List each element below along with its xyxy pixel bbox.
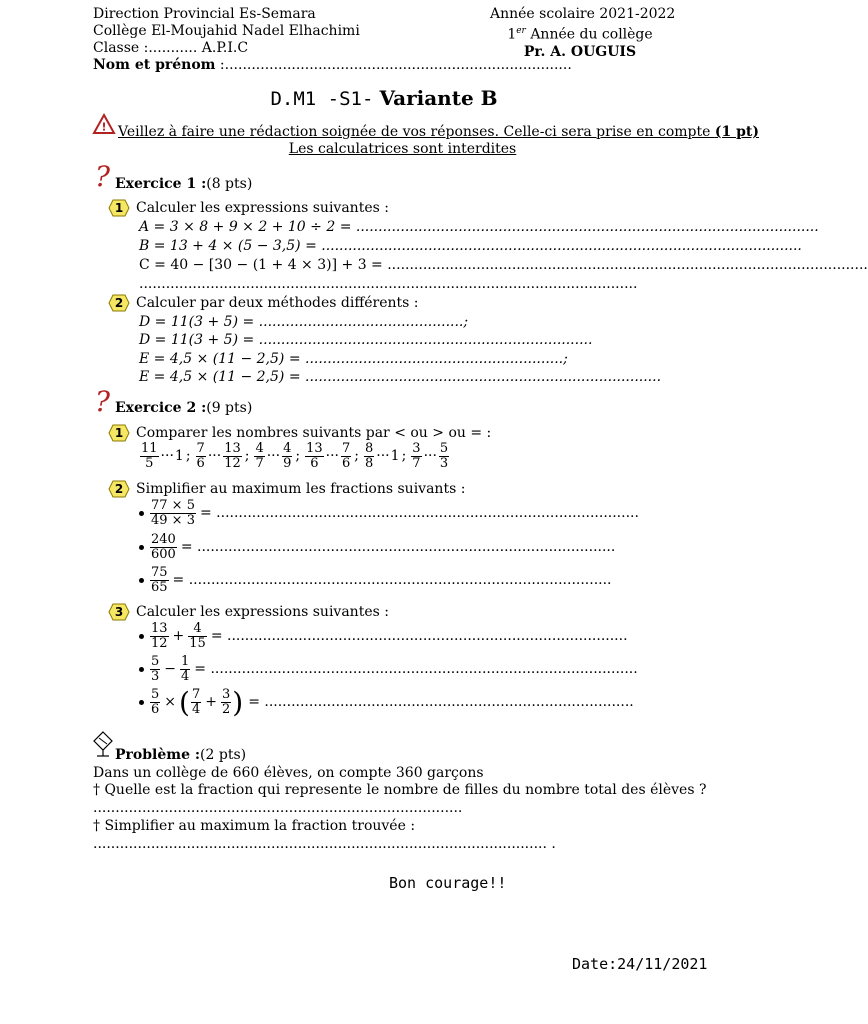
separator: ; — [295, 448, 301, 464]
ex1-line-d2: D = 11(3 + 5) = ........................................................................... — [139, 332, 593, 348]
name-label: Nom et prénom — [93, 57, 216, 73]
right-fraction: $\frac{4}{9}$ — [283, 441, 292, 471]
bullet — [139, 545, 144, 550]
comparison-item — [195, 442, 250, 471]
comparison-dots: ··· — [160, 448, 174, 464]
right-number: 1 — [174, 448, 184, 464]
problem-line5: ...................................................................................................... . — [93, 836, 556, 852]
ex1-line-c: C = 40 − [30 − (1 + 4 × 3)] + 3 = ............................................................................................................ — [139, 257, 868, 273]
bullet — [139, 511, 144, 516]
fraction: $\frac{77 \times 5}{49 \times 3}$ — [151, 498, 195, 528]
bullet — [139, 700, 144, 705]
hexagon-number-icon: 3 — [108, 603, 130, 621]
problem-line2: † Quelle est la fraction qui represente le nombre de filles du nombre total des élèves ? — [93, 782, 707, 798]
ex1-q1: 1 Calculer les expressions suivantes : — [108, 199, 389, 217]
question-mark-icon: ? — [95, 385, 111, 418]
title-code: D.M1 -S1- — [270, 88, 374, 110]
problem-title: Problème :(2 pts) — [115, 747, 247, 763]
comparison-dots: ··· — [207, 448, 222, 464]
ex2-q2: 2 Simplifier au maximum les fractions suivants : — [108, 480, 465, 498]
comparison-item — [139, 442, 191, 471]
problem-line1: Dans un collège de 660 élèves, on compte 360 garçons — [93, 765, 484, 781]
ex1-line-a: A = 3 × 8 + 9 × 2 + 10 ÷ 2 = ........................................................................................................ — [139, 219, 819, 235]
fraction: $\frac{5}{6}$ — [151, 687, 160, 717]
problem-line4: † Simplifier au maximum la fraction trouvée : — [93, 818, 416, 834]
right-fraction: $\frac{5}{3}$ — [439, 441, 449, 471]
good-luck: Bon courage!! — [389, 874, 507, 892]
comparison-item — [304, 442, 359, 471]
hexagon-number-icon: 1 — [108, 424, 130, 442]
bullet — [139, 667, 144, 672]
hexagon-number-icon: 1 — [108, 199, 130, 217]
header-direction: Direction Provincial Es-Semara — [93, 6, 316, 22]
left-fraction: $\frac{4}{7}$ — [255, 441, 264, 471]
fraction: $\frac{13}{12}$ — [151, 621, 168, 651]
date: Date:24/11/2021 — [572, 955, 708, 973]
simplify-item: $\frac{75}{65}$ = ............................................................................................... — [139, 566, 612, 595]
fraction: $\frac{240}{600}$ — [151, 532, 176, 562]
ex1-line-d1: D = 11(3 + 5) = ..............................................; — [139, 314, 469, 330]
school-year: Année scolaire 2021-2022 — [490, 6, 676, 22]
header-right — [490, 6, 676, 61]
calc-item: $\frac{5}{3}$ − $\frac{1}{4}$ = ................................................................................................ — [139, 655, 638, 684]
simplify-item: $\frac{77 \times 5}{49 \times 3}$ = ............................................................................................... — [139, 499, 639, 528]
separator: ; — [244, 448, 250, 464]
simplify-item: $\frac{240}{600}$ = .............................................................................................. — [139, 533, 615, 562]
calc-item: $\frac{5}{6}$ × ( $\frac{7}{4}$ + $\frac{3}{2}$ ) = ................................................................................... — [139, 688, 634, 717]
question-mark-icon: ? — [95, 160, 111, 193]
comparison-dots: ··· — [266, 448, 281, 464]
ex1-q2: 2 Calculer par deux méthodes différents : — [108, 294, 419, 312]
svg-text:!: ! — [101, 120, 107, 134]
separator: ; — [354, 448, 359, 464]
comparison-dots: ··· — [376, 448, 390, 464]
header-college: Collège El-Moujahid Nadel Elhachimi — [93, 23, 360, 39]
left-fraction: $\frac{11}{5}$ — [141, 441, 158, 471]
bullet — [139, 578, 144, 583]
ex2-q1: 1 Comparer les nombres suivants par < ou > ou = : — [108, 424, 491, 442]
separator: ; — [401, 448, 407, 464]
fraction: $\frac{7}{4}$ — [191, 687, 201, 717]
left-fraction: $\frac{3}{7}$ — [412, 441, 421, 471]
ex2-q3: 3 Calculer les expressions suivantes : — [108, 603, 389, 621]
level: 1er Année du collège — [507, 26, 653, 43]
left-paren: ( — [179, 685, 190, 719]
fraction: $\frac{1}{4}$ — [181, 654, 190, 684]
comparison-item — [410, 442, 450, 471]
separator: ; — [185, 448, 191, 464]
fraction: $\frac{3}{2}$ — [221, 687, 231, 717]
page-title — [0, 87, 768, 110]
notice-line2: Les calculatrices sont interdites — [288, 141, 517, 157]
ex1-line-e2: E = 4,5 × (11 − 2,5) = ................................................................................ — [139, 369, 662, 385]
ex1-line-c2: ................................................................................................................ — [139, 276, 638, 292]
left-fraction: $\frac{13}{6}$ — [306, 441, 323, 471]
comparison-item — [363, 442, 406, 471]
notice-line1: Veillez à faire une rédaction soignée de vos réponses. Celle-ci sera prise en compte (1 pt) — [118, 124, 759, 140]
ex2-title: Exercice 2 :(9 pts) — [115, 400, 253, 416]
header-class: Classe :........... A.P.I.C — [93, 40, 249, 56]
comparison-dots: ··· — [423, 448, 437, 464]
problem-line3: ................................................................................... — [93, 800, 463, 816]
left-fraction: $\frac{7}{6}$ — [196, 441, 205, 471]
fraction: $\frac{5}{3}$ — [151, 654, 160, 684]
bullet — [139, 634, 144, 639]
calc-item: $\frac{13}{12}$ + $\frac{4}{15}$ = .......................................................................................... — [139, 622, 628, 651]
comparison-item — [253, 442, 300, 471]
title-variant: Variante B — [379, 86, 498, 110]
professor: Pr. A. OUGUIS — [523, 43, 637, 60]
right-paren: ) — [232, 685, 244, 719]
ex1-title: Exercice 1 :(8 pts) — [115, 176, 253, 192]
right-fraction: $\frac{13}{12}$ — [224, 441, 241, 471]
ex1-line-b: B = 13 + 4 × (5 − 3,5) = ............................................................................................................ — [139, 238, 802, 254]
comparison-dots: ··· — [325, 448, 339, 464]
fraction: $\frac{75}{65}$ — [151, 565, 168, 595]
problem-sign-icon — [92, 731, 114, 761]
fraction: $\frac{4}{15}$ — [189, 621, 206, 651]
right-number: 1 — [390, 448, 400, 464]
hexagon-number-icon: 2 — [108, 480, 130, 498]
name-dots: :.............................................................................. — [215, 57, 572, 73]
compare-row — [139, 442, 454, 471]
ex1-line-e1: E = 4,5 × (11 − 2,5) = ..........................................................; — [139, 351, 568, 367]
left-fraction: $\frac{8}{8}$ — [365, 441, 374, 471]
warning-icon — [93, 114, 115, 138]
right-fraction: $\frac{7}{6}$ — [342, 441, 351, 471]
hexagon-number-icon: 2 — [108, 294, 130, 312]
